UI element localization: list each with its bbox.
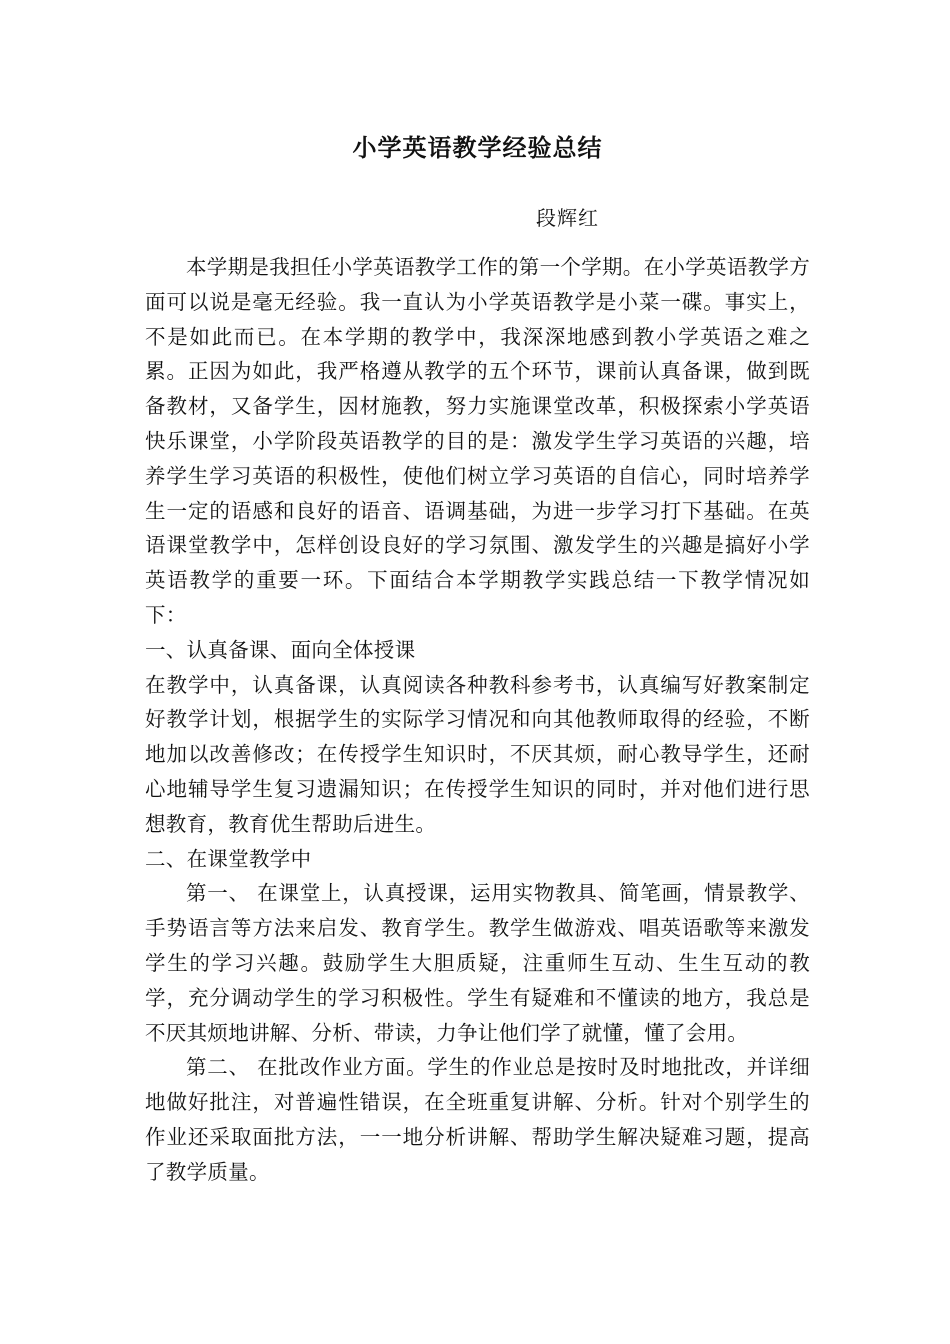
classroom-paragraph: 第一、 在课堂上，认真授课，运用实物教具、简笔画，情景教学、手势语言等方法来启发、教育学生。教学生做游戏、唱英语歌等来激发学生的学习兴趣。鼓励学生大胆质疑，注重师生互动、生生互动的教学，充分调动学生的学习积极性。学生有疑难和不懂读的地方，我总是不厌其烦地讲解、分析、带读，力争让他们学了就懂，懂了会用。: [145, 881, 810, 1045]
section-heading-two: 二、在课堂教学中: [145, 846, 312, 871]
section-heading-one: 一、认真备课、面向全体授课: [145, 637, 416, 662]
homework-paragraph: 第二、 在批改作业方面。学生的作业总是按时及时地批改，并详细地做好批注，对普遍性错误，在全班重复讲解、分析。针对个别学生的作业还采取面批方法，一一地分析讲解、帮助学生解决疑难习题，提高了教学质量。: [145, 1055, 810, 1184]
document-body: [145, 250, 810, 1190]
document-content: [145, 128, 810, 1190]
intro-paragraph: 本学期是我担任小学英语教学工作的第一个学期。在小学英语教学方面可以说是毫无经验。我一直认为小学英语教学是小菜一碟。事实上，不是如此而已。在本学期的教学中，我深深地感到教小学英语之难之累。正因为如此，我严格遵从教学的五个环节，课前认真备课，做到既备教材，又备学生，因材施教，努力实施课堂改革，积极探索小学英语快乐课堂，小学阶段英语教学的目的是：激发学生学习英语的兴趣，培养学生学习英语的积极性，使他们树立学习英语的自信心，同时培养学生一定的语感和良好的语音、语调基础，为进一步学习打下基础。在英语课堂教学中，怎样创设良好的学习氛围、激发学生的兴趣是搞好小学英语教学的重要一环。下面结合本学期教学实践总结一下教学情况如下：: [145, 255, 810, 627]
document-title: 小学英语教学经验总结: [352, 134, 603, 162]
author-spacer: [145, 238, 810, 250]
lesson-preparation-paragraph: 在教学中，认真备课，认真阅读各种教科参考书，认真编写好教案制定好教学计划，根据学生的实际学习情况和向其他教师取得的经验，不断地加以改善修改；在传授学生知识时，不厌其烦，耐心教导学生，还耐心地辅导学生复习遗漏知识；在传授学生知识的同时，并对他们进行思想教育，教育优生帮助后进生。: [145, 672, 810, 836]
document-author: 段辉红: [536, 206, 599, 230]
